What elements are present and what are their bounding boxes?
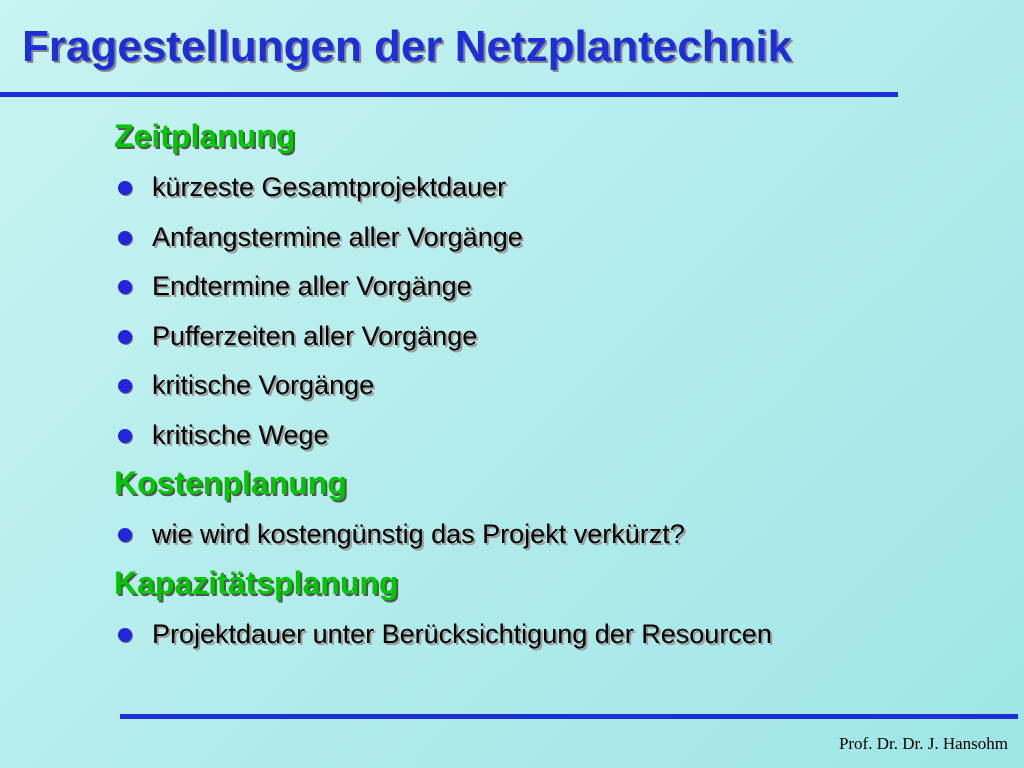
title-rule: [0, 92, 898, 97]
bullet-item: [114, 509, 994, 559]
bullet-icon: [118, 628, 132, 642]
bullet-icon: [118, 379, 132, 393]
section-zeitplanung: [114, 112, 994, 459]
bullet-icon: [118, 231, 132, 245]
bullet-list: [114, 509, 994, 559]
bullet-item: [114, 360, 994, 410]
slide-content: [114, 112, 994, 658]
bullet-list: [114, 609, 994, 659]
bullet-text: kürzeste Gesamtprojektdauer: [152, 172, 507, 202]
bullet-text: wie wird kostengünstig das Projekt verkürzt?: [152, 519, 685, 549]
bullet-text: Anfangstermine aller Vorgänge: [152, 221, 523, 252]
bullet-text: Projektdauer unter Berücksichtigung der Resourcen: [152, 618, 772, 649]
bullet-item: [114, 609, 994, 659]
section-kapazitaetsplanung: [114, 559, 994, 659]
bullet-item: [114, 162, 994, 212]
footer-author: Prof. Dr. Dr. J. Hansohm: [838, 734, 1008, 753]
section-heading: Zeitplanung: [114, 118, 296, 154]
footer-rule: [120, 714, 1018, 719]
bullet-item: [114, 261, 994, 311]
bullet-icon: [118, 280, 132, 294]
bullet-item: [114, 410, 994, 460]
bullet-text: kritische Wege: [152, 419, 329, 450]
slide-title: Fragestellungen der Netzplantechnik: [22, 22, 793, 71]
bullet-icon: [118, 528, 132, 542]
bullet-icon: [118, 181, 132, 195]
section-heading: Kapazitätsplanung: [114, 564, 399, 601]
bullet-text: kritische Vorgänge: [152, 370, 375, 400]
bullet-item: [114, 311, 994, 361]
section-kostenplanung: [114, 459, 994, 559]
section-heading: Kostenplanung: [114, 465, 347, 501]
bullet-text: Endtermine aller Vorgänge: [152, 271, 472, 301]
bullet-item: [114, 212, 994, 262]
bullet-list: [114, 162, 994, 459]
bullet-icon: [118, 429, 132, 443]
bullet-text: Pufferzeiten aller Vorgänge: [152, 320, 478, 351]
bullet-icon: [118, 330, 132, 344]
